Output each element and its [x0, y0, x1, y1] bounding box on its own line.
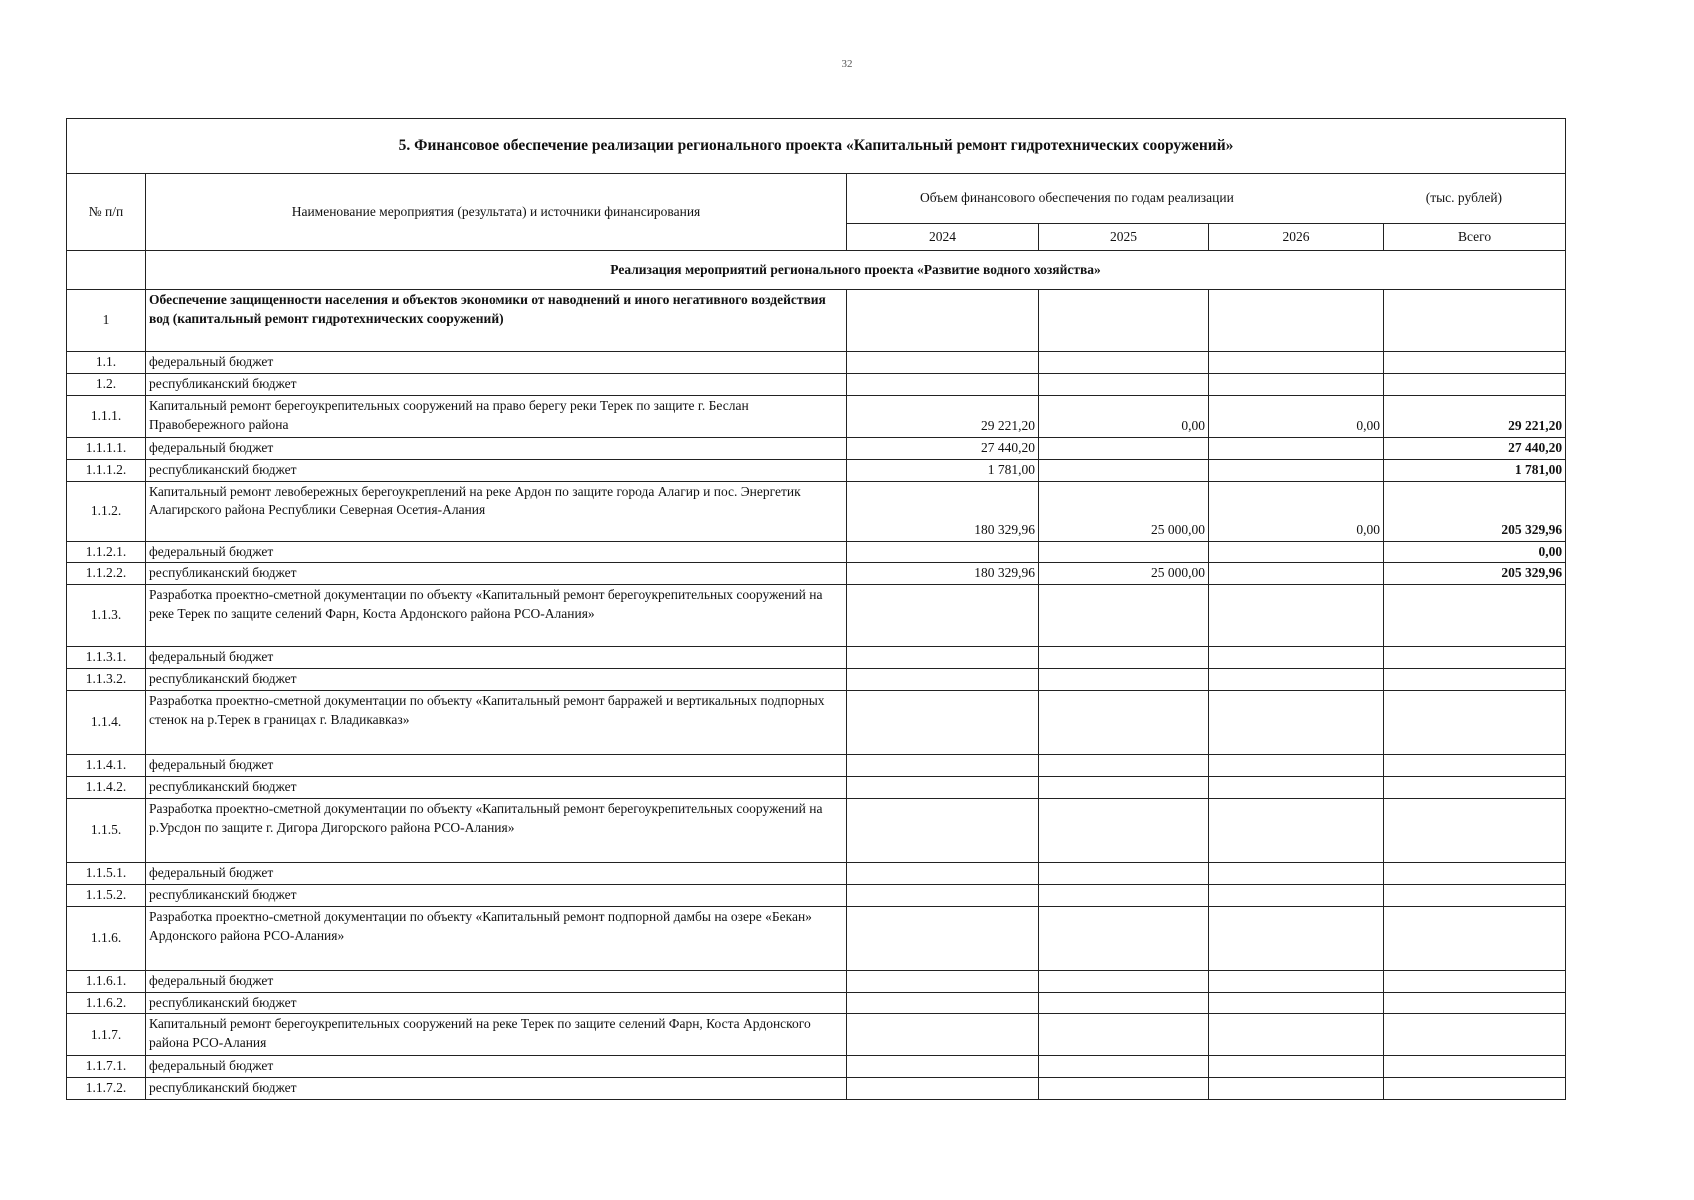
row-value-2024 [847, 669, 1039, 691]
row-name: федеральный бюджет [146, 437, 847, 459]
row-value-total: 27 440,20 [1384, 437, 1566, 459]
row-value-2026 [1209, 647, 1384, 669]
row-value-2026 [1209, 1078, 1384, 1100]
row-name: Разработка проектно-сметной документации по объекту «Капитальный ремонт подпорной дамбы на озере «Бекан» Ардонского района РСО-Алания» [146, 906, 847, 970]
row-value-2024 [847, 352, 1039, 374]
table-row [67, 755, 1566, 777]
row-value-2025 [1039, 777, 1209, 799]
table-row [67, 970, 1566, 992]
row-value-2025 [1039, 1078, 1209, 1100]
row-name: федеральный бюджет [146, 1056, 847, 1078]
header-row-1 [67, 174, 1566, 224]
header-year-2024: 2024 [847, 224, 1039, 251]
row-value-2025 [1039, 1056, 1209, 1078]
row-value-total [1384, 1078, 1566, 1100]
row-name: федеральный бюджет [146, 755, 847, 777]
row-value-2026 [1209, 906, 1384, 970]
row-num: 1.1. [67, 352, 146, 374]
row-value-2024 [847, 906, 1039, 970]
row-value-total [1384, 647, 1566, 669]
row-num: 1.1.5.2. [67, 884, 146, 906]
row-value-total [1384, 1014, 1566, 1056]
table-row [67, 585, 1566, 647]
row-value-2026 [1209, 437, 1384, 459]
row-name: федеральный бюджет [146, 647, 847, 669]
row-value-total: 205 329,96 [1384, 563, 1566, 585]
row-value-2025 [1039, 290, 1209, 352]
row-value-2024 [847, 755, 1039, 777]
row-num: 1.1.5. [67, 798, 146, 862]
row-value-total [1384, 290, 1566, 352]
row-value-total [1384, 862, 1566, 884]
row-num: 1.1.3.2. [67, 669, 146, 691]
row-value-total: 29 221,20 [1384, 395, 1566, 437]
row-name: федеральный бюджет [146, 541, 847, 563]
row-value-2026 [1209, 691, 1384, 755]
table-row [67, 459, 1566, 481]
row-num: 1.1.2. [67, 481, 146, 541]
row-num: 1.1.6.1. [67, 970, 146, 992]
table-row [67, 352, 1566, 374]
table-row [67, 290, 1566, 352]
row-value-2024 [847, 970, 1039, 992]
table-row [67, 777, 1566, 799]
table-row [67, 373, 1566, 395]
row-value-2024 [847, 541, 1039, 563]
row-value-2024: 180 329,96 [847, 563, 1039, 585]
header-name: Наименование мероприятия (результата) и источники финансирования [146, 174, 847, 251]
row-value-2025 [1039, 352, 1209, 374]
row-value-2025 [1039, 691, 1209, 755]
row-value-2026 [1209, 755, 1384, 777]
table-row [67, 1014, 1566, 1056]
row-name: Разработка проектно-сметной документации по объекту «Капитальный ремонт барражей и вертикальных подпорных стенок на р.Терек в границах г. Владикавказ» [146, 691, 847, 755]
row-name: республиканский бюджет [146, 884, 847, 906]
row-value-2025 [1039, 1014, 1209, 1056]
row-num: 1.1.4.1. [67, 755, 146, 777]
row-value-2024: 1 781,00 [847, 459, 1039, 481]
row-value-2024 [847, 777, 1039, 799]
row-value-2025 [1039, 647, 1209, 669]
title-row [67, 119, 1566, 174]
table-row [67, 669, 1566, 691]
row-num: 1.2. [67, 373, 146, 395]
row-value-2025 [1039, 992, 1209, 1014]
row-num: 1 [67, 290, 146, 352]
row-num: 1.1.5.1. [67, 862, 146, 884]
row-num: 1.1.2.1. [67, 541, 146, 563]
row-name: республиканский бюджет [146, 373, 847, 395]
row-name: Разработка проектно-сметной документации по объекту «Капитальный ремонт берегоукрепительных сооружений на реке Терек по защите селений Фарн, Коста Ардонского района РСО-Алания» [146, 585, 847, 647]
table-row [67, 481, 1566, 541]
row-value-total [1384, 906, 1566, 970]
row-value-2026 [1209, 541, 1384, 563]
row-value-2026 [1209, 290, 1384, 352]
row-value-2025 [1039, 585, 1209, 647]
row-name: Капитальный ремонт левобережных берегоукреплений на реке Ардон по защите города Алагир и пос. Энергетик Алагирского района Республики Северная Осетия-Алания [146, 481, 847, 541]
row-value-2025 [1039, 906, 1209, 970]
header-year-2025: 2025 [1039, 224, 1209, 251]
row-value-2025: 25 000,00 [1039, 563, 1209, 585]
section-title: Реализация мероприятий регионального проекта «Развитие водного хозяйства» [146, 251, 1566, 290]
row-value-2026: 0,00 [1209, 481, 1384, 541]
row-value-2024 [847, 1014, 1039, 1056]
row-value-total [1384, 777, 1566, 799]
row-value-2024 [847, 884, 1039, 906]
row-num: 1.1.7.1. [67, 1056, 146, 1078]
table-row [67, 992, 1566, 1014]
row-num: 1.1.4. [67, 691, 146, 755]
table-row [67, 1078, 1566, 1100]
row-value-2025 [1039, 541, 1209, 563]
row-num: 1.1.7.2. [67, 1078, 146, 1100]
row-name: федеральный бюджет [146, 352, 847, 374]
row-name: федеральный бюджет [146, 862, 847, 884]
row-value-2025 [1039, 459, 1209, 481]
header-volume [847, 174, 1566, 224]
row-value-total: 205 329,96 [1384, 481, 1566, 541]
row-name: Обеспечение защищенности населения и объектов экономики от наводнений и иного негативного воздействия вод (капитальный ремонт гидротехнических сооружений) [146, 290, 847, 352]
row-value-2026 [1209, 1056, 1384, 1078]
row-value-total [1384, 798, 1566, 862]
row-value-2024 [847, 992, 1039, 1014]
row-value-2024 [847, 290, 1039, 352]
row-value-total: 0,00 [1384, 541, 1566, 563]
row-value-2026 [1209, 862, 1384, 884]
row-name: республиканский бюджет [146, 992, 847, 1014]
header-units: (тыс. рублей) [1425, 190, 1503, 206]
row-value-2026 [1209, 798, 1384, 862]
row-value-2025 [1039, 798, 1209, 862]
row-value-2024 [847, 647, 1039, 669]
row-value-total [1384, 1056, 1566, 1078]
row-num: 1.1.3.1. [67, 647, 146, 669]
row-value-total [1384, 669, 1566, 691]
row-name: республиканский бюджет [146, 563, 847, 585]
row-value-2026 [1209, 373, 1384, 395]
row-num: 1.1.1. [67, 395, 146, 437]
row-value-2024 [847, 1056, 1039, 1078]
row-value-2025 [1039, 755, 1209, 777]
row-value-2025 [1039, 862, 1209, 884]
row-name: республиканский бюджет [146, 669, 847, 691]
row-value-2024 [847, 798, 1039, 862]
table-row [67, 1056, 1566, 1078]
row-value-2026 [1209, 669, 1384, 691]
row-value-2024 [847, 373, 1039, 395]
row-num: 1.1.1.1. [67, 437, 146, 459]
row-value-2026 [1209, 884, 1384, 906]
table-row [67, 691, 1566, 755]
table-row [67, 906, 1566, 970]
table-row [67, 798, 1566, 862]
table-row [67, 395, 1566, 437]
row-value-2026 [1209, 459, 1384, 481]
row-value-total: 1 781,00 [1384, 459, 1566, 481]
row-value-2024: 27 440,20 [847, 437, 1039, 459]
row-name: Капитальный ремонт берегоукрепительных сооружений на реке Терек по защите селений Фарн, Коста Ардонского района РСО-Алания [146, 1014, 847, 1056]
row-value-2024 [847, 862, 1039, 884]
table-title: 5. Финансовое обеспечение реализации регионального проекта «Капитальный ремонт гидротехнических сооружений» [67, 119, 1566, 174]
row-value-2026 [1209, 563, 1384, 585]
row-name: республиканский бюджет [146, 777, 847, 799]
header-volume-label: Объем финансового обеспечения по годам реализации [920, 190, 1234, 206]
header-total: Всего [1384, 224, 1566, 251]
row-value-2025: 25 000,00 [1039, 481, 1209, 541]
row-num: 1.1.6. [67, 906, 146, 970]
row-value-2026 [1209, 1014, 1384, 1056]
row-value-total [1384, 352, 1566, 374]
row-num: 1.1.6.2. [67, 992, 146, 1014]
page-number: 32 [841, 58, 853, 70]
row-value-total [1384, 585, 1566, 647]
row-value-2024 [847, 1078, 1039, 1100]
row-value-total [1384, 970, 1566, 992]
section-row [67, 251, 1566, 290]
row-num: 1.1.7. [67, 1014, 146, 1056]
header-num: № п/п [67, 174, 146, 251]
row-value-2025 [1039, 970, 1209, 992]
row-num: 1.1.2.2. [67, 563, 146, 585]
row-value-2026 [1209, 777, 1384, 799]
row-value-2024: 29 221,20 [847, 395, 1039, 437]
row-name: Капитальный ремонт берегоукрепительных сооружений на право берегу реки Терек по защите г. Беслан Правобережного района [146, 395, 847, 437]
table-row [67, 563, 1566, 585]
row-value-2026 [1209, 352, 1384, 374]
row-value-2025 [1039, 373, 1209, 395]
table-row [67, 862, 1566, 884]
row-value-2026 [1209, 585, 1384, 647]
row-value-2026 [1209, 992, 1384, 1014]
row-value-2026 [1209, 970, 1384, 992]
section-num-cell [67, 251, 146, 290]
row-value-2025 [1039, 884, 1209, 906]
row-value-2024 [847, 585, 1039, 647]
row-value-2024: 180 329,96 [847, 481, 1039, 541]
table-row [67, 647, 1566, 669]
row-value-total [1384, 373, 1566, 395]
row-name: Разработка проектно-сметной документации по объекту «Капитальный ремонт берегоукрепительных сооружений на р.Урсдон по защите г. Дигора Дигорского района РСО-Алания» [146, 798, 847, 862]
row-value-total [1384, 992, 1566, 1014]
row-name: федеральный бюджет [146, 970, 847, 992]
financing-table [66, 118, 1566, 1100]
row-num: 1.1.3. [67, 585, 146, 647]
row-value-2025 [1039, 669, 1209, 691]
row-value-total [1384, 691, 1566, 755]
row-value-2026: 0,00 [1209, 395, 1384, 437]
row-value-2025: 0,00 [1039, 395, 1209, 437]
table-row [67, 884, 1566, 906]
row-value-total [1384, 884, 1566, 906]
row-value-2025 [1039, 437, 1209, 459]
row-num: 1.1.4.2. [67, 777, 146, 799]
table-row [67, 541, 1566, 563]
row-num: 1.1.1.2. [67, 459, 146, 481]
row-name: республиканский бюджет [146, 1078, 847, 1100]
row-name: республиканский бюджет [146, 459, 847, 481]
row-value-total [1384, 755, 1566, 777]
header-year-2026: 2026 [1209, 224, 1384, 251]
row-value-2024 [847, 691, 1039, 755]
table-row [67, 437, 1566, 459]
